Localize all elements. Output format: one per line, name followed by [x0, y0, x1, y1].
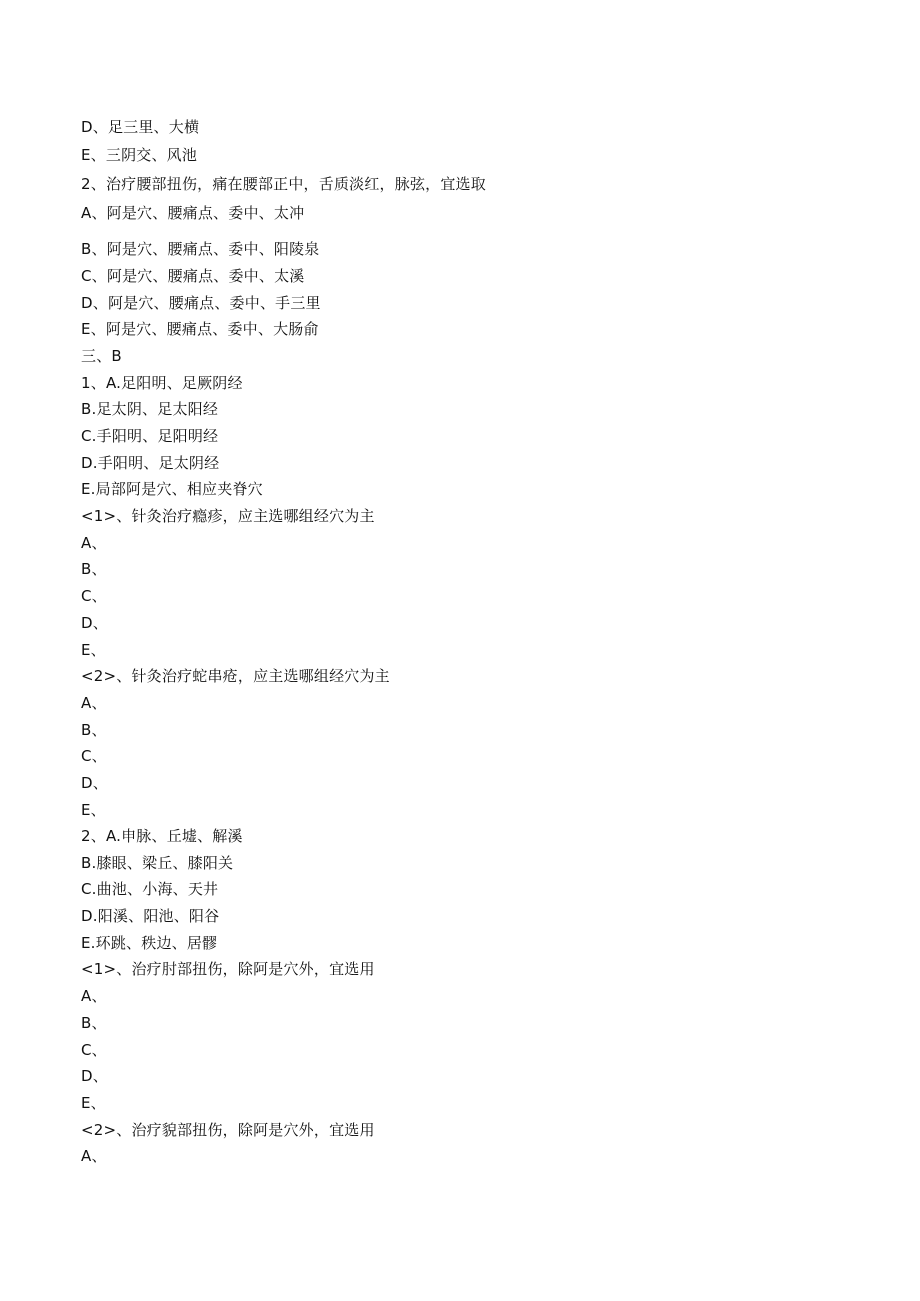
question-line: 2、治疗腰部扭伤，痛在腰部正中，舌质淡红，脉弦，宜选取 [81, 175, 486, 193]
option-line: D、阿是穴、腰痛点、委中、手三里 [81, 294, 321, 312]
option-line: B、阿是穴、腰痛点、委中、阳陵泉 [81, 240, 320, 258]
option-line: E、三阴交、风池 [81, 146, 198, 164]
option-line: A、 [81, 1147, 107, 1165]
option-line: A、阿是穴、腰痛点、委中、太冲 [81, 204, 305, 222]
option-line: A、 [81, 987, 107, 1005]
option-line: C、阿是穴、腰痛点、委中、太溪 [81, 267, 305, 285]
option-line: A、 [81, 694, 107, 712]
option-line: E、 [81, 1094, 106, 1112]
option-line: D、足三里、大横 [81, 118, 200, 136]
option-line: E、 [81, 801, 106, 819]
question-line: <2>、针灸治疗蛇串疮，应主选哪组经穴为主 [81, 667, 390, 685]
option-line: A、 [81, 534, 107, 552]
option-line: D、 [81, 614, 108, 632]
question-line: <1>、针灸治疗瘾疹，应主选哪组经穴为主 [81, 507, 375, 525]
option-line: 1、A.足阳明、足厥阴经 [81, 374, 243, 392]
option-line: B.足太阴、足太阳经 [81, 400, 219, 418]
section-heading: 三、B [81, 347, 122, 365]
option-line: E、 [81, 641, 106, 659]
option-line: C、 [81, 1041, 107, 1059]
question-line: <1>、治疗肘部扭伤，除阿是穴外，宜选用 [81, 960, 375, 978]
option-line: B.膝眼、梁丘、膝阳关 [81, 854, 234, 872]
option-line: E、阿是穴、腰痛点、委中、大肠俞 [81, 320, 319, 338]
option-line: E.局部阿是穴、相应夹脊穴 [81, 480, 263, 498]
option-line: D、 [81, 1067, 108, 1085]
option-line: B、 [81, 560, 107, 578]
option-line: D.手阳明、足太阴经 [81, 454, 220, 472]
option-line: C、 [81, 587, 107, 605]
question-line: <2>、治疗貌部扭伤，除阿是穴外，宜选用 [81, 1121, 375, 1139]
option-line: 2、A.申脉、丘墟、解溪 [81, 827, 243, 845]
option-line: C、 [81, 747, 107, 765]
option-line: C.曲池、小海、天井 [81, 880, 219, 898]
option-line: C.手阳明、足阳明经 [81, 427, 219, 445]
option-line: B、 [81, 721, 107, 739]
option-line: E.环跳、秩边、居髎 [81, 934, 218, 952]
option-line: D.阳溪、阳池、阳谷 [81, 907, 220, 925]
option-line: B、 [81, 1014, 107, 1032]
option-line: D、 [81, 774, 108, 792]
